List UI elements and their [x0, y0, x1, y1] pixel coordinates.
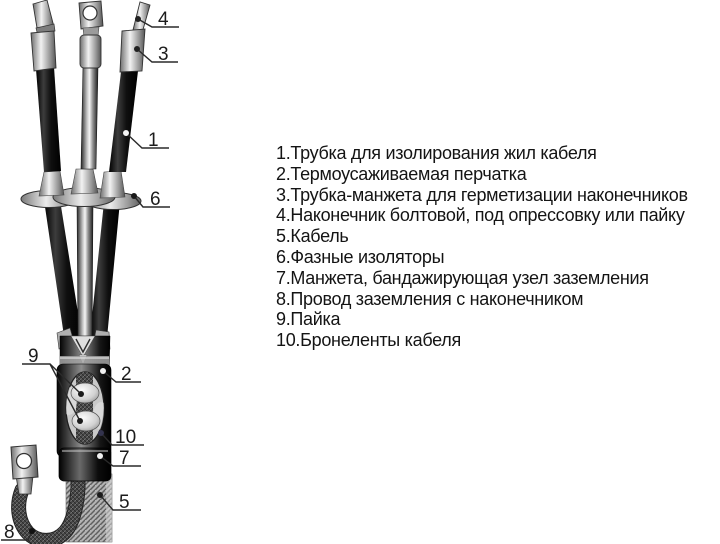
ground-lug-hole — [17, 454, 32, 469]
callout-label-2: 2 — [121, 364, 132, 385]
dot-2 — [100, 368, 106, 374]
legend-item-1: 1.Трубка для изолирования жил кабеля — [276, 143, 597, 163]
dot-9a — [78, 391, 84, 397]
dot-8 — [29, 528, 35, 534]
legend-item-6: 6.Фазные изоляторы — [276, 246, 445, 267]
middle-phase-cable — [79, 1, 103, 169]
left-leg — [44, 200, 82, 343]
dot-4 — [135, 16, 141, 22]
callout-label-3: 3 — [158, 44, 169, 65]
callout-label-1: 1 — [148, 130, 159, 151]
isolator-cone-right — [100, 171, 125, 198]
dot-1 — [123, 130, 129, 136]
armour-tape-strip — [76, 370, 93, 448]
lug-bolt-hole — [83, 6, 97, 20]
callout-label-6: 6 — [150, 189, 161, 210]
insulating-tube-left — [36, 67, 61, 172]
lower-cable-legs — [44, 200, 120, 343]
right-leg — [90, 201, 120, 338]
callout-label-5: 5 — [119, 492, 130, 513]
callout-label-8: 8 — [4, 522, 15, 543]
callout-label-7: 7 — [119, 448, 130, 469]
solder-blob-upper — [71, 383, 99, 403]
insulating-tube-middle — [81, 66, 98, 169]
sealing-sleeve-middle — [80, 35, 101, 68]
dot-9b — [77, 418, 83, 424]
left-phase-cable — [31, 0, 61, 172]
dot-5 — [97, 492, 103, 498]
callout-label-4: 4 — [158, 9, 169, 30]
callout-label-10: 10 — [115, 427, 137, 448]
legend-item-9: 9.Пайка — [276, 309, 341, 330]
legend-item-3: 3.Трубка-манжета для герметизации наконечников — [276, 184, 688, 205]
middle-leg — [77, 201, 93, 341]
right-phase-cable — [109, 2, 150, 172]
insulating-tube-right — [109, 71, 138, 172]
sealing-sleeve-left — [31, 31, 56, 71]
legend-item-10: 10.Бронеленты кабеля — [276, 330, 461, 351]
legend-item-5: 5.Кабель — [276, 226, 349, 247]
legend-item-7: 7.Манжета, бандажирующая узел заземления — [276, 267, 649, 288]
sealing-sleeve-right — [120, 29, 145, 72]
dot-10 — [98, 430, 104, 436]
isolator-cone-middle — [71, 169, 98, 194]
legend-item-8: 8.Провод заземления с наконечником — [276, 288, 584, 309]
phase-isolators — [21, 169, 141, 210]
dot-3 — [134, 46, 140, 52]
cuff-body — [59, 448, 111, 481]
dot-6 — [131, 193, 137, 199]
callout-label-9: 9 — [28, 346, 39, 367]
isolator-cone-left — [39, 171, 64, 196]
legend-item-2: 2.Термоусаживаемая перчатка — [276, 163, 527, 184]
legend-item-4: 4.Наконечник болтовой, под опрессовку или пайку — [276, 205, 685, 226]
glove-band — [60, 356, 109, 365]
banding-cuff — [59, 448, 111, 481]
parts-legend — [276, 143, 712, 351]
dot-7 — [97, 453, 103, 459]
